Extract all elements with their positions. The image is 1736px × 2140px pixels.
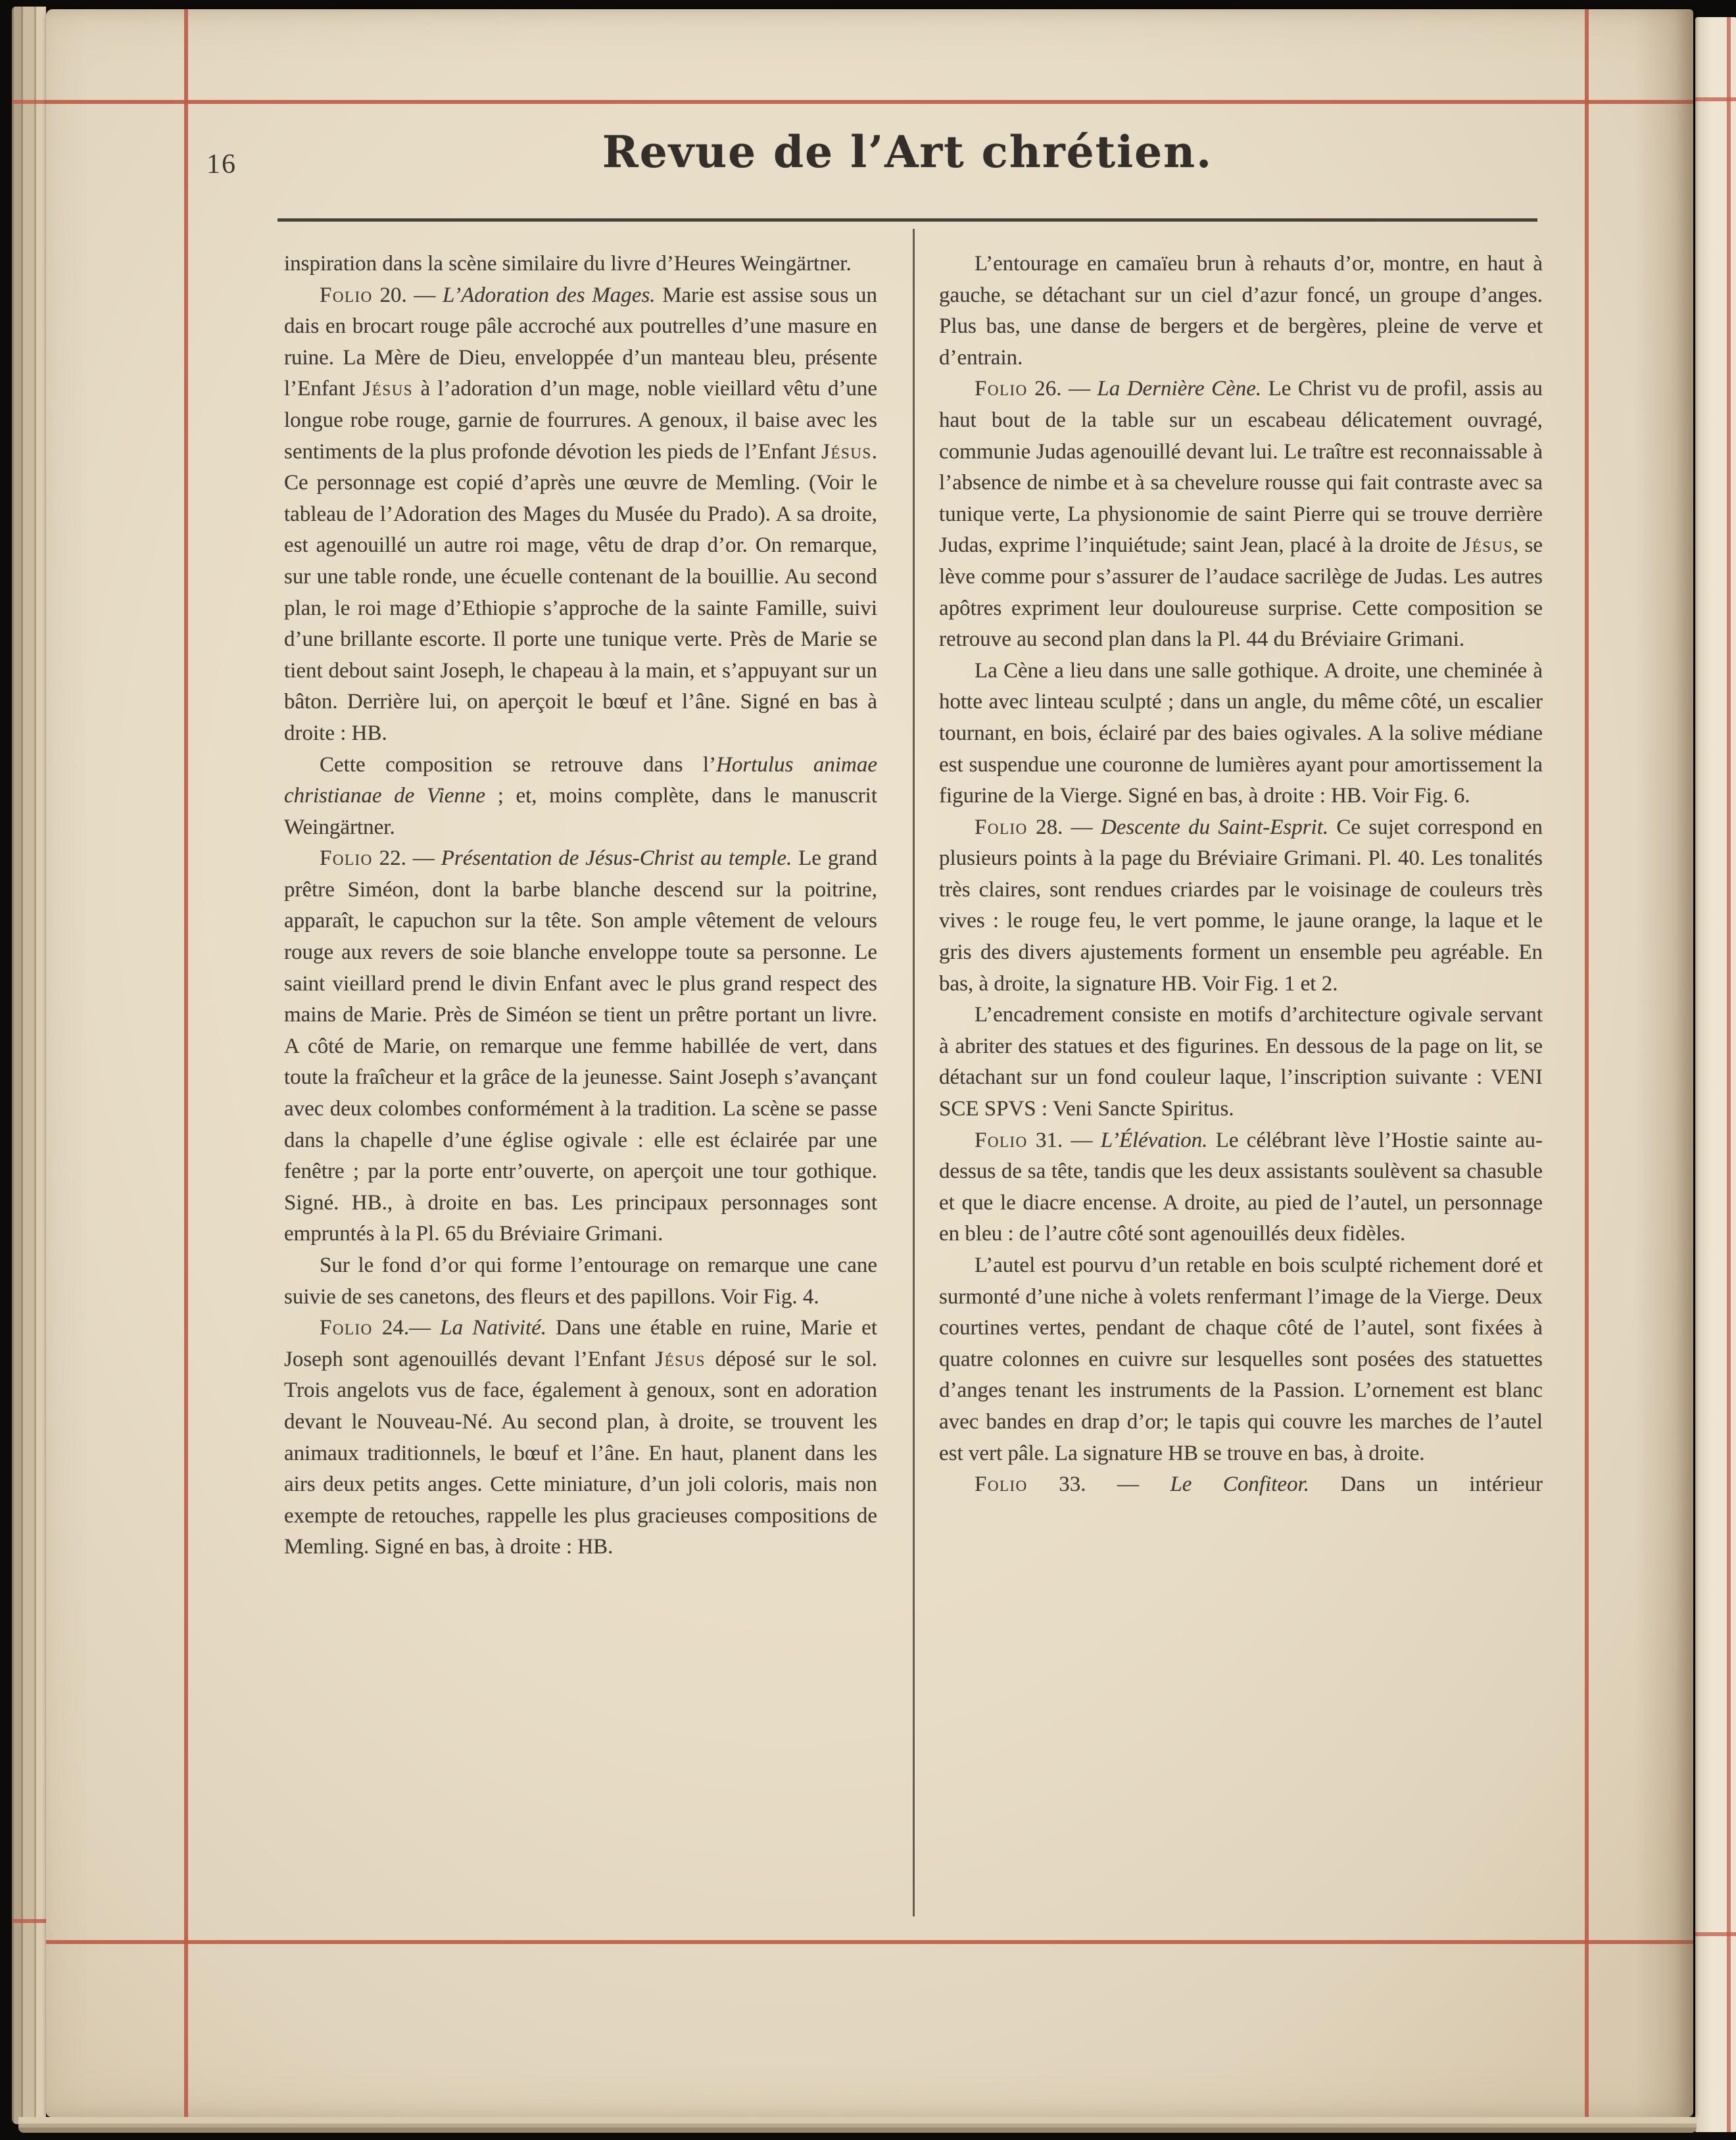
text-segment: L’autel est pourvu d’un retable en bois sculpté richement doré et surmonté d’une niche à volets renfermant l’image de la Vierge. Deux courtines vertes, pendant de chaque côté de l’autel, sont fixées à quatre colonnes en cuivre sur lesquelles sont posées des statuettes d’anges tenant les instruments de la Passion. L’ornement est blanc avec bandes en drap d’or; le tapis qui couvre les marches de l’autel est vert pâle. La signature HB se trouve en bas, à droite. — [939, 1253, 1543, 1465]
paragraph — [284, 249, 877, 280]
red-border-stub-top — [12, 100, 46, 104]
text-segment: La Cène a lieu dans une salle gothique. A droite, une cheminée à hotte avec linteau sculpté ; dans un angle, du même côté, un escalier tournant, en bois, éclairé par des baies ogivales. A la solive médiane est suspendue une couronne de lumières ayant pour amortissement la figurine de la Vierge. Signé en bas, à droite : HB. Voir Fig. 6. — [939, 658, 1543, 808]
red-border-bottom — [46, 1940, 1693, 1944]
text-segment: Jésus — [821, 439, 872, 464]
scanned-page — [46, 9, 1693, 2117]
text-segment: , se lève comme pour s’assurer de l’audace sacrilège de Judas. Les autres apôtres expriment leur douloureuse surprise. Cette composition se retrouve au second plan dans la Pl. 44 du Bréviaire Grimani. — [939, 533, 1543, 652]
text-segment: Descente du Saint-Esprit. — [1100, 815, 1329, 839]
paragraph — [284, 1250, 877, 1313]
paragraph — [284, 750, 877, 844]
text-segment: déposé sur le sol. Trois angelots vus de face, également à genoux, sont en adoration devant le Nouveau-Né. Au second plan, à droite, se trouvent les animaux traditionnels, le bœuf et l’âne. En haut, planent dans les airs deux petits anges. Cette miniature, d’un joli coloris, mais non exempte de retouches, rappelle les plus gracieuses compositions de Memling. Signé en bas, à droite : HB. — [284, 1347, 878, 1559]
text-segment: Présentation de Jésus-Christ au temple. — [441, 846, 792, 871]
text-column-left — [284, 249, 877, 1563]
journal-title: Revue de l’Art chrétien. — [602, 126, 1213, 178]
text-segment: Le grand prêtre Siméon, dont la barbe blanche descend sur la poitrine, apparaît, le capuchon sur la tête. Son ample vêtement de velours rouge aux revers de soie blanche enveloppe toute sa personne. Le saint vieillard prend le divin Enfant avec le plus grand respect des mains de Marie. Près de Siméon se tient un prêtre portant un livre. A côté de Marie, on remarque une femme habillée de vert, dans toute la fraîcheur et la grâce de la jeunesse. Saint Joseph s’avançant avec deux colombes conformément à la tradition. La scène se passe dans la chapelle d’une église ogivale : elle est éclairée par une fenêtre ; par la porte entr’ouverte, on aperçoit une tour gothique. Signé. HB., à droite en bas. Les principaux personnages sont empruntés à la Pl. 65 du Bréviaire Grimani. — [284, 846, 877, 1246]
text-segment: Jésus — [1462, 533, 1513, 558]
text-segment: Le Confiteor. — [1170, 1472, 1309, 1497]
text-segment: Folio — [975, 377, 1028, 401]
page-number: 16 — [206, 149, 237, 180]
text-segment: L’encadrement consiste en motifs d’architecture ogivale servant à abriter des statues et des figurines. En dessous de la page on lit, se détachant sur un fond couleur laque, l’inscription suivante : VENI SCE SPVS : Veni Sancte Spiritus. — [939, 1003, 1543, 1121]
paragraph — [939, 1250, 1543, 1469]
text-segment: Dans une étable en ruine, Marie et Joseph sont agenouillés devant l’Enfant — [284, 1316, 877, 1371]
next-page-edge — [1695, 17, 1736, 2132]
text-column-right — [939, 249, 1543, 1501]
paragraph — [939, 812, 1543, 1000]
red-border-top — [46, 100, 1693, 104]
text-segment: 31. — — [1027, 1128, 1101, 1152]
text-segment: . Ce personnage est copié d’après une œuvre de Memling. (Voir le tableau de l’Adoration des Mages du Musée du Prado). A sa droite, est agenouillé un autre roi mage, vêtu de drap d’or. On remarque, sur une table ronde, une écuelle contenant de la bouillie. Au second plan, le roi mage d’Ethiopie s’approche de la sainte Famille, suivi d’une brillante escorte. Il porte une tunique verte. Près de Marie se tient debout saint Joseph, le chapeau à la main, et s’appuyant sur un bâton. Derrière lui, on aperçoit le bœuf et l’âne. Signé en bas à droite : HB. — [284, 439, 877, 745]
text-segment: 22. — — [372, 846, 441, 871]
text-segment: Le Christ vu de profil, assis au haut bout de la table sur un escabeau délicatement ouvragé, communie Judas agenouillé devant lui. Le traître est reconnaissable à l’absence de nimbe et à sa chevelure rousse qui fait contraste avec sa tunique verte, La physionomie de saint Pierre qui se trouve derrière Judas, exprime l’inquiétude; saint Jean, placé à la droite de — [939, 377, 1543, 558]
text-segment: inspiration dans la scène similaire du livre d’Heures Weingärtner. — [284, 252, 852, 276]
text-segment: Hortulus animae christianae de Vienne — [284, 752, 877, 808]
paragraph — [284, 1313, 877, 1563]
text-segment: Cette composition se retrouve dans l’ — [320, 752, 717, 777]
next-page-red-border-vertical — [1727, 17, 1731, 2132]
text-segment: Marie est assise sous un dais en brocart rouge pâle accroché aux poutrelles d’une masure en ruine. La Mère de Dieu, enveloppée d’un manteau bleu, présente l’Enfant — [284, 283, 877, 401]
text-segment: Folio — [975, 1472, 1028, 1497]
next-page-red-border-bottom — [1695, 1932, 1736, 1936]
red-border-left — [184, 9, 188, 2117]
text-segment: L’entourage en camaïeu brun à rehauts d’or, montre, en haut à gauche, se détachant sur un ciel d’azur foncé, un groupe d’anges. Plus bas, une danse de bergers et de bergères, pleine de verve et d’entrain. — [939, 252, 1543, 370]
next-page-red-border-top — [1695, 97, 1736, 101]
text-segment: La Dernière Cène. — [1097, 377, 1262, 401]
paragraph — [939, 249, 1543, 374]
paragraph — [939, 1125, 1543, 1250]
text-segment: Jésus — [655, 1347, 706, 1371]
text-segment: 20. — — [372, 283, 443, 307]
text-segment: Dans un intérieur — [1309, 1472, 1543, 1497]
text-segment: Sur le fond d’or qui forme l’entourage on remarque une cane suivie de ses canetons, des fleurs et des papillons. Voir Fig. 4. — [284, 1253, 877, 1309]
text-segment: L’Adoration des Mages. — [443, 283, 656, 307]
text-segment: Le célébrant lève l’Hostie sainte au-dessus de sa tête, tandis que les deux assistants soulèvent sa chasuble et que le diacre encense. A droite, au pied de l’autel, un personnage en bleu : de l’autre côté sont agenouillés deux fidèles. — [939, 1128, 1543, 1246]
paragraph — [939, 656, 1543, 812]
text-segment: 33. — — [1027, 1472, 1170, 1497]
book-page-edges-left — [12, 7, 46, 2124]
column-divider-rule — [913, 229, 915, 1916]
paragraph — [284, 280, 877, 750]
text-segment: Folio — [975, 815, 1028, 839]
paragraph — [939, 374, 1543, 655]
book-page-edges-bottom — [18, 2117, 1697, 2133]
header-rule — [277, 218, 1537, 222]
text-segment: Folio — [320, 283, 373, 307]
text-segment: Folio — [320, 1316, 373, 1340]
text-segment: ; et, moins complète, dans le manuscrit Weingärtner. — [284, 784, 877, 839]
text-segment: La Nativité. — [440, 1316, 547, 1340]
red-border-right — [1585, 9, 1589, 2117]
text-segment: Folio — [320, 846, 373, 871]
text-segment: Folio — [975, 1128, 1028, 1152]
text-segment: 28. — — [1027, 815, 1101, 839]
text-segment: Jésus — [362, 377, 414, 401]
text-segment: 26. — — [1027, 377, 1097, 401]
text-segment: L’Élévation. — [1100, 1128, 1208, 1152]
text-segment: Ce sujet correspond en plusieurs points à la page du Bréviaire Grimani. Pl. 40. Les tonalités très claires, sont rendues criardes par le voisinage de couleurs très vives : le rouge feu, le vert pomme, le jaune orange, la laque et le gris des divers ajustements forment un ensemble peu agréable. En bas, à droite, la signature HB. Voir Fig. 1 et 2. — [939, 815, 1543, 996]
red-border-stub-bottom — [12, 1919, 46, 1923]
paragraph — [939, 1000, 1543, 1125]
text-segment: à l’adoration d’un mage, noble vieillard vêtu d’une longue robe rouge, garnie de fourrures. A genoux, il baise avec les sentiments de la plus profonde dévotion les pieds de l’Enfant — [284, 377, 878, 464]
text-segment: 24.— — [372, 1316, 441, 1340]
paragraph — [939, 1469, 1543, 1501]
paragraph — [284, 843, 877, 1250]
